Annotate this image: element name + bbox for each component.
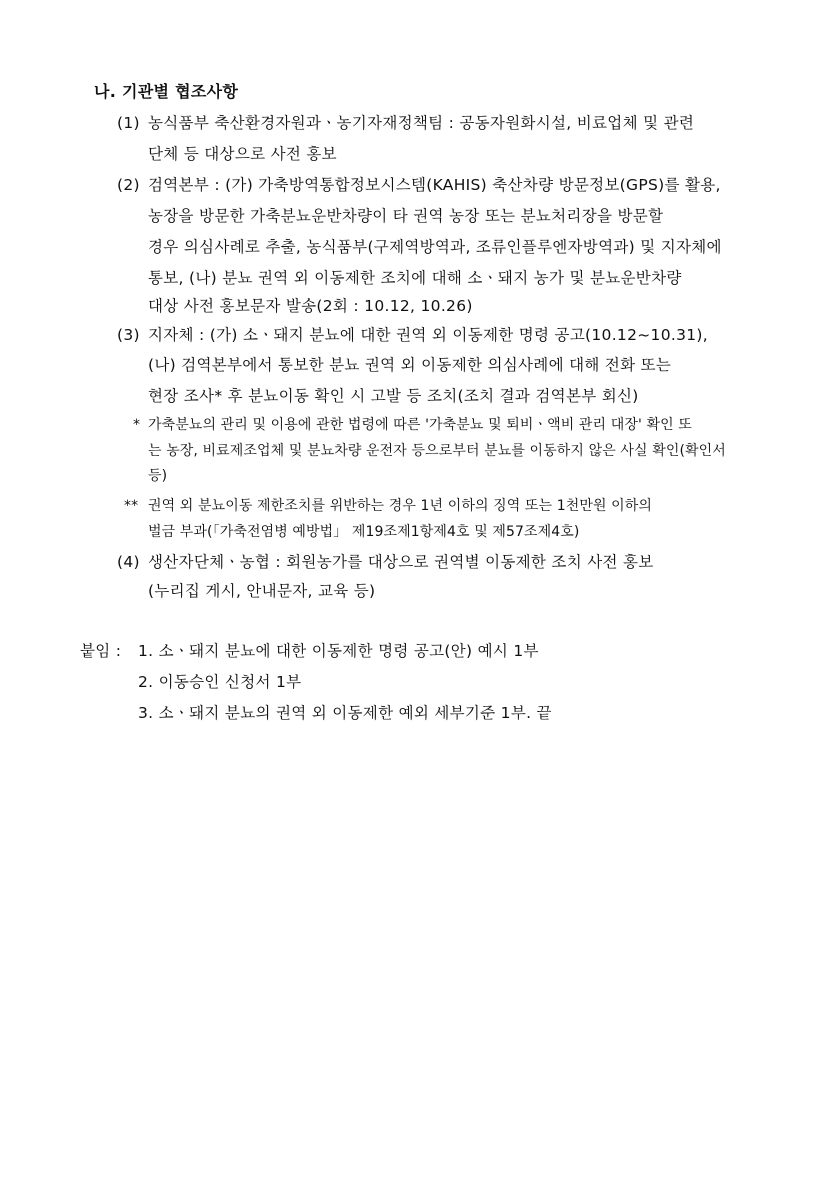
attachments-label: 붙임 : bbox=[80, 642, 122, 660]
item-line: 단체 등 대상으로 사전 홍보 bbox=[148, 145, 337, 163]
footnote-line: 등) bbox=[148, 468, 168, 484]
footnote-line: 는 농장, 비료제조업체 및 분뇨차량 운전자 등으로부터 분뇨를 이동하지 않은 사실 확인(확인서 bbox=[148, 443, 726, 459]
attachment-item: 3. 소ㆍ돼지 분뇨의 권역 외 이동제한 예외 세부기준 1부. 끝 bbox=[138, 704, 552, 722]
attachment-item: 2. 이동승인 신청서 1부 bbox=[138, 673, 302, 691]
item-line: 농식품부 축산환경자원과ㆍ농기자재정책팀 : 공동자원화시설, 비료업체 및 관련 bbox=[148, 114, 695, 132]
item-line: 지자체 : (가) 소ㆍ돼지 분뇨에 대한 권역 외 이동제한 명령 공고(10.12~10.31), bbox=[148, 326, 708, 344]
item-line: 대상 사전 홍보문자 발송(2회 : 10.12, 10.26) bbox=[148, 297, 473, 315]
item-line: (누리집 게시, 안내문자, 교육 등) bbox=[148, 582, 376, 600]
item-line: 농장을 방문한 가축분뇨운반차량이 타 권역 농장 또는 분뇨처리장을 방문할 bbox=[148, 207, 664, 225]
item-number: (4) bbox=[117, 553, 140, 571]
footnote-mark: ** bbox=[124, 498, 139, 514]
footnote-line: 권역 외 분뇨이동 제한조치를 위반하는 경우 1년 이하의 징역 또는 1천만원 이하의 bbox=[148, 498, 653, 514]
section-heading: 나. 기관별 협조사항 bbox=[94, 82, 239, 101]
footnote-line: 가축분뇨의 관리 및 이용에 관한 법령에 따른 '가축분뇨 및 퇴비ㆍ액비 관리 대장' 확인 또 bbox=[148, 417, 692, 433]
item-number: (1) bbox=[117, 114, 140, 132]
item-line: 생산자단체ㆍ농협 : 회원농가를 대상으로 권역별 이동제한 조치 사전 홍보 bbox=[148, 553, 654, 571]
footnote-line: 벌금 부과(「가축전염병 예방법」 제19조제1항제4호 및 제57조제4호) bbox=[148, 524, 580, 540]
footnote-mark: * bbox=[133, 417, 141, 433]
item-line: 현장 조사* 후 분뇨이동 확인 시 고발 등 조치(조치 결과 검역본부 회신) bbox=[148, 387, 639, 405]
attachment-item: 1. 소ㆍ돼지 분뇨에 대한 이동제한 명령 공고(안) 예시 1부 bbox=[138, 642, 539, 660]
item-line: 검역본부 : (가) 가축방역통합정보시스템(KAHIS) 축산차량 방문정보(GPS)를 활용, bbox=[148, 176, 721, 194]
item-line: (나) 검역본부에서 통보한 분뇨 권역 외 이동제한 의심사례에 대해 전화 또는 bbox=[148, 356, 672, 374]
item-number: (3) bbox=[117, 326, 140, 344]
item-line: 경우 의심사례로 추출, 농식품부(구제역방역과, 조류인플루엔자방역과) 및 지자체에 bbox=[148, 238, 722, 256]
item-number: (2) bbox=[117, 176, 140, 194]
item-line: 통보, (나) 분뇨 권역 외 이동제한 조치에 대해 소ㆍ돼지 농가 및 분뇨운반차량 bbox=[148, 269, 682, 287]
